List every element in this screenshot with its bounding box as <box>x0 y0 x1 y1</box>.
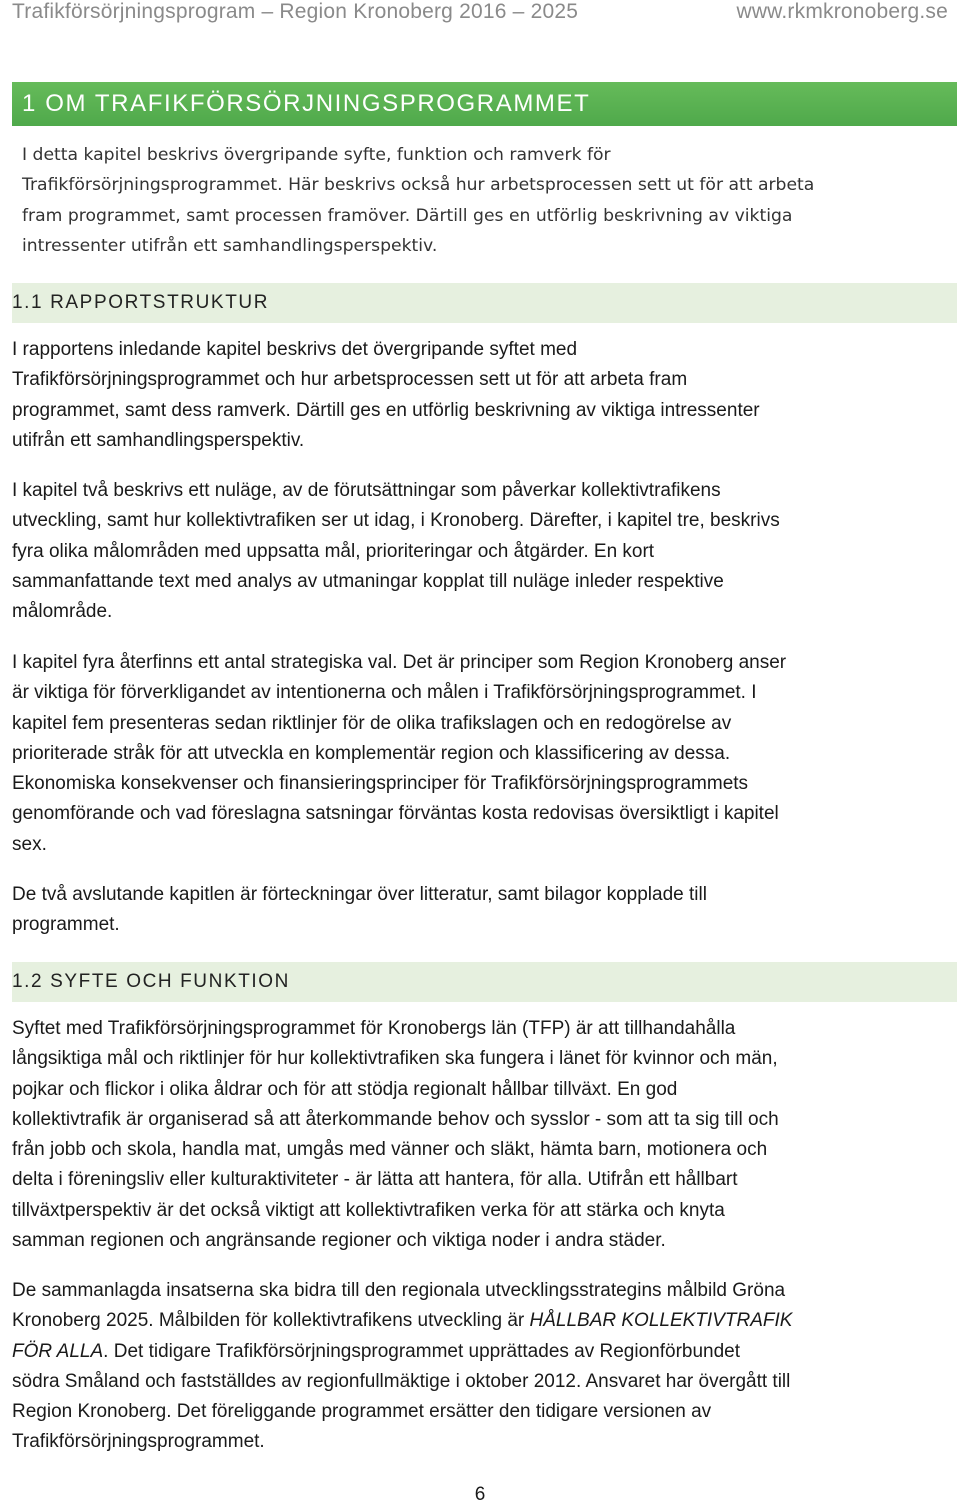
text-line: långsiktiga mål och riktlinjer för hur kollektivtrafiken ska fungera i länet för kvinnor och män, <box>12 1048 778 1070</box>
text-line: fyra olika målområden med uppsatta mål, prioriteringar och åtgärder. En kort <box>12 540 655 562</box>
text-line: från jobb och skola, handla mat, umgås med vänner och släkt, hämta barn, motionera och <box>12 1139 768 1161</box>
text-line: sammanfattande text med analys av utmaningar kopplat till nuläge inleder respektive <box>12 570 724 592</box>
text-line: Trafikförsörjningsprogrammet och hur arbetsprocessen sett ut för att arbeta fram <box>12 369 688 391</box>
text-line: programmet, samt dess ramverk. Därtill ges en utförlig beskrivning av viktiga intressenter <box>12 399 760 421</box>
text-run: . Det tidigare Trafikförsörjningsprogrammet upprättades av Regionförbundet <box>103 1340 741 1362</box>
text-line: De sammanlagda insatserna ska bidra till den regionala utvecklingsstrategins målbild Gröna <box>12 1280 786 1301</box>
chapter-heading: 1 OM TRAFIKFÖRSÖRJNINGSPROGRAMMET <box>12 82 957 126</box>
section-heading-rapportstruktur: 1.1 RAPPORTSTRUKTUR <box>12 283 957 323</box>
text-line: I detta kapitel beskrivs övergripande syfte, funktion och ramverk för <box>22 145 611 165</box>
text-line: programmet. <box>12 914 120 936</box>
section-heading-syfte-och-funktion: 1.2 SYFTE OCH FUNKTION <box>12 962 957 1002</box>
text-line: fram programmet, samt processen framöver. Därtill ges en utförlig beskrivning av viktiga <box>22 205 793 226</box>
text-line <box>12 1306 952 1336</box>
text-line: Trafikförsörjningsprogrammet. Här beskrivs också hur arbetsprocessen sett ut för att arbeta <box>22 175 815 196</box>
paragraph <box>12 1014 952 1256</box>
emphasis-text: HÅLLBAR KOLLEKTIVTRAFIK <box>529 1310 793 1332</box>
text-line: Ekonomiska konsekvenser och finansieringsprinciper för Trafikförsörjningsprogrammets <box>12 773 749 795</box>
text-line: Syftet med Trafikförsörjningsprogrammet för Kronobergs län (TFP) är att tillhandahålla <box>12 1018 736 1039</box>
text-line: är viktiga för förverkligandet av intentionerna och målen i Trafikförsörjningsprogrammet. I <box>12 682 757 704</box>
header-title: Trafikförsörjningsprogram – Region Kronoberg 2016 – 2025 <box>12 0 579 23</box>
text-line: I kapitel fyra återfinns ett antal strategiska val. Det är principer som Region Kronoberg anser <box>12 652 787 673</box>
text-line: Trafikförsörjningsprogrammet. <box>12 1431 265 1453</box>
text-line: samman regionen och angränsande regioner och viktiga noder i andra städer. <box>12 1230 666 1252</box>
chapter-intro <box>22 140 960 261</box>
text-line: delta i föreningsliv eller kulturaktiviteter - är lätta att hantera, för alla. Utifrån ett hållbart <box>12 1169 738 1191</box>
text-line: tillväxtperspektiv är det också viktigt att kollektivtrafiken verka för att stärka och knyta <box>12 1199 725 1221</box>
text-line: utveckling, samt hur kollektivtrafiken ser ut idag, i Kronoberg. Därefter, i kapitel tre, beskrivs <box>12 510 780 532</box>
paragraph <box>12 476 952 627</box>
text-line: kapitel fem presenteras sedan riktlinjer för de olika trafikslagen och en redogörelse av <box>12 712 732 734</box>
text-run: Kronoberg 2025. Målbilden för kollektivtrafikens utveckling är <box>12 1310 530 1332</box>
page-header <box>12 0 948 34</box>
paragraph <box>12 648 952 860</box>
text-line: genomförande och vad föreslagna satsningar förväntas kosta redovisas översiktligt i kapitel <box>12 803 779 825</box>
paragraph <box>12 1276 952 1458</box>
text-line <box>12 1337 952 1367</box>
header-url: www.rkmkronoberg.se <box>736 0 948 23</box>
text-line: sex. <box>12 833 47 855</box>
paragraph <box>12 335 952 456</box>
text-line: intressenter utifrån ett samhandlingsperspektiv. <box>22 235 438 256</box>
text-line: De två avslutande kapitlen är förteckningar över litteratur, samt bilagor kopplade till <box>12 884 707 905</box>
text-line: pojkar och flickor i olika åldrar och för att stödja regionalt hållbar tillväxt. En god <box>12 1078 678 1100</box>
page-number: 6 <box>474 1484 486 1505</box>
paragraph <box>12 880 952 941</box>
text-line: I kapitel två beskrivs ett nuläge, av de förutsättningar som påverkar kollektivtrafikens <box>12 480 721 501</box>
text-line: I rapportens inledande kapitel beskrivs det övergripande syftet med <box>12 339 578 360</box>
emphasis-text: FÖR ALLA <box>12 1340 104 1362</box>
text-line: kollektivtrafik är organiserad så att återkommande behov och sysslor - som att ta sig till och <box>12 1108 779 1130</box>
text-line: prioriterade stråk för att utveckla en komplementär region och klassificering av dessa. <box>12 742 731 764</box>
text-line: utifrån ett samhandlingsperspektiv. <box>12 429 305 451</box>
text-line: Region Kronoberg. Det föreliggande programmet ersätter den tidigare versionen av <box>12 1401 712 1423</box>
text-line: målområde. <box>12 601 113 623</box>
text-line: södra Småland och fastställdes av regionfullmäktige i oktober 2012. Ansvaret har övergått till <box>12 1370 791 1392</box>
